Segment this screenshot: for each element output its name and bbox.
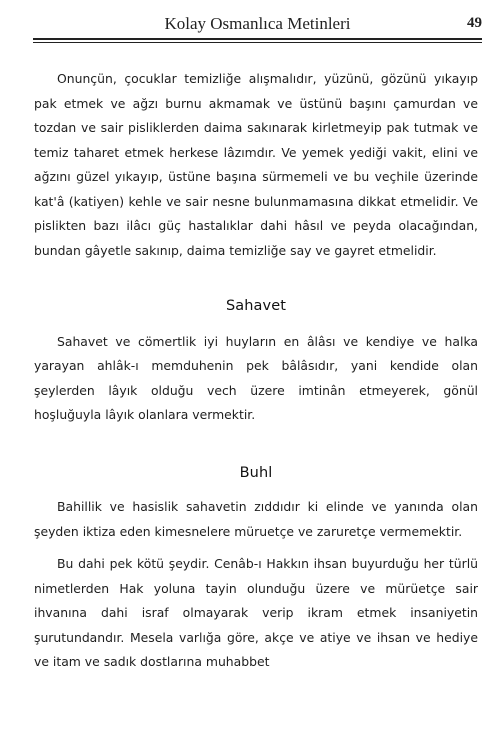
body-paragraph: Sahavet ve cömertlik iyi huyların en âlâsı ve kendiye ve halka yarayan ahlâk-ı memduhenin pek bâlâsıdır, yani kendide olan şeylerden lâyık olduğu vech üzere imtinân etmeyerek, gönül hoşluğuyla lâyık olanlara vermektir. xyxy=(34,333,478,422)
body-paragraph: Bahillik ve hasislik sahavetin zıddıdır ki elinde ve yanında olan şeyden iktiza eden kimesnelere müruetçe ve zaruretçe vermemektir. xyxy=(34,499,478,539)
body-paragraph: Bu dahi pek kötü şeydir. Cenâb-ı Hakkın ihsan buyurduğu her türlü nimetlerden Hak yoluna tayin olunduğu üzere ve mürüetçe sair ihvanına dahi israf olmayarak verip ikram etmek insaniyetin şurutundandır. Mesela varlığa göre, akçe ve atiye ve ihsan ve hediye ve itam ve sadık dostlarına muhabbet xyxy=(34,556,478,669)
page-body xyxy=(34,67,478,675)
section-heading-sahavet: Sahavet xyxy=(225,298,287,314)
page-number: 49 xyxy=(467,15,482,31)
header-rule-thick xyxy=(33,38,482,40)
running-header xyxy=(33,8,482,40)
book-title: Kolay Osmanlıca Metinleri xyxy=(164,14,351,33)
section-heading-buhl: Buhl xyxy=(239,464,273,481)
header-rule-thin xyxy=(33,42,482,43)
body-paragraph: Onunçün, çocuklar temizliğe alışmalıdır, yüzünü, gözünü yıkayıp pak etmek ve ağzı burnu akmamak ve üstünü başını çamurdan ve tozdan ve sair pisliklerden daima sakınarak kirletmeyip pak tutmak ve temiz taharet etmek herkese lâzımdır. Ve yemek yediği vakit, elini ve ağzını güzel yıkayıp, üstüne başına sürmemeli ve bu veçhile üzerinde kat'â (katiyen) kehle ve sair nesne bulunmamasına dikkat etmelidir. Ve pislikten bazı ilâcı güç hastalıklar dahi hâsıl ve peyda olacağından, bundan gâyetle sakınıp, daima temizliğe say ve gayret etmelidir. xyxy=(34,71,478,258)
